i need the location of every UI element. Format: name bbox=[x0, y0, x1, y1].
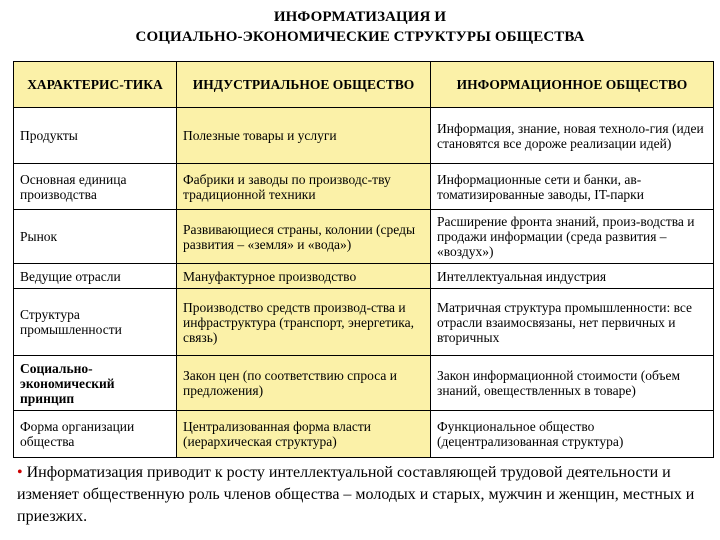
row-industrial: Централизованная форма власти (иерархическая структура) bbox=[177, 411, 431, 458]
table-row bbox=[14, 411, 714, 458]
title-line-2: СОЦИАЛЬНО-ЭКОНОМИЧЕСКИЕ СТРУКТУРЫ ОБЩЕСТВА bbox=[135, 29, 585, 45]
header-information: ИНФОРМАЦИОННОЕ ОБЩЕСТВО bbox=[431, 62, 714, 108]
table-row bbox=[14, 210, 714, 264]
table-row bbox=[14, 289, 714, 356]
row-characteristic: Структура промышленности bbox=[14, 289, 177, 356]
title-line-1: ИНФОРМАТИЗАЦИЯ И bbox=[273, 9, 447, 25]
row-industrial: Закон цен (по соответствию спроса и предложения) bbox=[177, 356, 431, 411]
summary-note-text: Информатизация приводит к росту интеллектуальной составляющей трудовой деятельности и изменяет общественную роль членов общества – молодых и старых, мужчин и женщин, местных и приезжих. bbox=[17, 464, 695, 525]
row-characteristic: Форма организации общества bbox=[14, 411, 177, 458]
summary-note bbox=[17, 462, 707, 528]
page-title bbox=[0, 7, 720, 47]
row-industrial: Производство средств производ-ства и инфраструктура (транспорт, энергетика, связь) bbox=[177, 289, 431, 356]
row-characteristic: Ведущие отрасли bbox=[14, 264, 177, 289]
table-row bbox=[14, 264, 714, 289]
table-row bbox=[14, 356, 714, 411]
table-row bbox=[14, 164, 714, 210]
header-characteristic: ХАРАКТЕРИС-ТИКА bbox=[14, 62, 177, 108]
row-information: Матричная структура промышленности: все отрасли взаимосвязаны, нет первичных и вторичных bbox=[431, 289, 714, 356]
row-information: Закон информационной стоимости (объем знаний, овеществленных в товаре) bbox=[431, 356, 714, 411]
row-information: Расширение фронта знаний, произ-водства и продажи информации (среда развития – «воздух») bbox=[431, 210, 714, 264]
row-information: Информационные сети и банки, ав-томатизированные заводы, IT-парки bbox=[431, 164, 714, 210]
row-characteristic: Основная единица производства bbox=[14, 164, 177, 210]
row-industrial: Полезные товары и услуги bbox=[177, 108, 431, 164]
row-characteristic: Социально-экономический принцип bbox=[14, 356, 177, 411]
row-industrial: Развивающиеся страны, колонии (среды развития – «земля» и «вода») bbox=[177, 210, 431, 264]
bullet-icon: • bbox=[17, 464, 23, 481]
table-row bbox=[14, 108, 714, 164]
row-industrial: Мануфактурное производство bbox=[177, 264, 431, 289]
row-characteristic: Продукты bbox=[14, 108, 177, 164]
comparison-table bbox=[13, 61, 714, 458]
row-information: Интеллектуальная индустрия bbox=[431, 264, 714, 289]
row-information: Информация, знание, новая техноло-гия (идеи становятся все дороже реализации идей) bbox=[431, 108, 714, 164]
header-industrial: ИНДУСТРИАЛЬНОЕ ОБЩЕСТВО bbox=[177, 62, 431, 108]
table-header-row bbox=[14, 62, 714, 108]
row-characteristic: Рынок bbox=[14, 210, 177, 264]
row-industrial: Фабрики и заводы по производс-тву традиционной техники bbox=[177, 164, 431, 210]
row-information: Функциональное общество (децентрализованная структура) bbox=[431, 411, 714, 458]
